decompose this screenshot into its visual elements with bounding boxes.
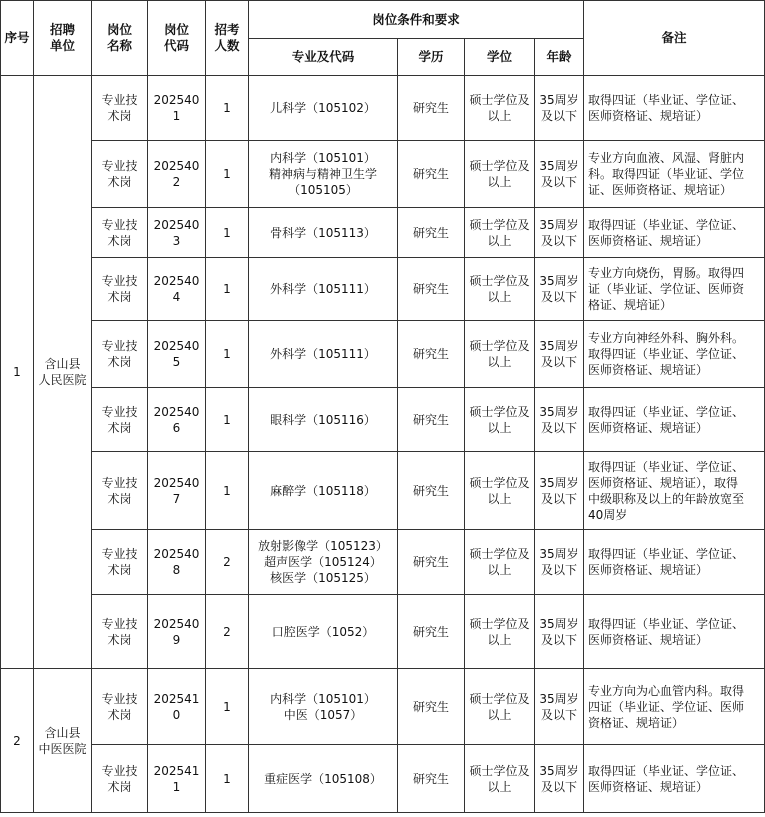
table-row [1, 321, 765, 388]
position-code-cell: 2025408 [148, 530, 206, 595]
position-code-cell: 2025403 [148, 208, 206, 258]
header-position-name: 岗位 名称 [92, 1, 148, 76]
education-cell: 研究生 [398, 141, 465, 208]
position-code-cell: 2025401 [148, 76, 206, 141]
degree-cell: 硕士学位及 以上 [465, 669, 535, 745]
note-cell: 专业方向血液、风湿、肾脏内 科。取得四证（毕业证、学位 证、医师资格证、规培证） [584, 141, 765, 208]
education-cell: 研究生 [398, 388, 465, 452]
note-cell: 专业方向烧伤，胃肠。取得四 证（毕业证、学位证、医师资 格证、规培证） [584, 258, 765, 321]
header-conditions: 岗位条件和要求 [249, 1, 584, 39]
education-cell: 研究生 [398, 745, 465, 813]
position-name-cell: 专业技 术岗 [92, 208, 148, 258]
count-cell: 1 [206, 388, 249, 452]
education-cell: 研究生 [398, 258, 465, 321]
table-header [1, 1, 765, 76]
education-cell: 研究生 [398, 595, 465, 669]
count-cell: 1 [206, 208, 249, 258]
seq-cell: 1 [1, 76, 34, 669]
degree-cell: 硕士学位及 以上 [465, 530, 535, 595]
table-row [1, 452, 765, 530]
header-major: 专业及代码 [249, 39, 398, 76]
count-cell: 2 [206, 595, 249, 669]
position-code-cell: 2025402 [148, 141, 206, 208]
education-cell: 研究生 [398, 669, 465, 745]
count-cell: 1 [206, 141, 249, 208]
degree-cell: 硕士学位及 以上 [465, 76, 535, 141]
degree-cell: 硕士学位及 以上 [465, 141, 535, 208]
table-row [1, 595, 765, 669]
degree-cell: 硕士学位及 以上 [465, 388, 535, 452]
position-code-cell: 2025407 [148, 452, 206, 530]
degree-cell: 硕士学位及 以上 [465, 208, 535, 258]
table-body [1, 76, 765, 813]
age-cell: 35周岁 及以下 [535, 530, 584, 595]
education-cell: 研究生 [398, 530, 465, 595]
note-cell: 取得四证（毕业证、学位证、 医师资格证、规培证） [584, 745, 765, 813]
table-row [1, 388, 765, 452]
age-cell: 35周岁 及以下 [535, 669, 584, 745]
position-name-cell: 专业技 术岗 [92, 745, 148, 813]
education-cell: 研究生 [398, 452, 465, 530]
degree-cell: 硕士学位及 以上 [465, 258, 535, 321]
header-unit: 招聘 单位 [34, 1, 92, 76]
header-position-code: 岗位 代码 [148, 1, 206, 76]
note-cell: 取得四证（毕业证、学位证、 医师资格证、规培证） [584, 595, 765, 669]
degree-cell: 硕士学位及 以上 [465, 452, 535, 530]
count-cell: 1 [206, 321, 249, 388]
note-cell: 取得四证（毕业证、学位证、 医师资格证、规培证） [584, 76, 765, 141]
note-cell: 专业方向神经外科、胸外科。 取得四证（毕业证、学位证、 医师资格证、规培证） [584, 321, 765, 388]
table-row [1, 745, 765, 813]
age-cell: 35周岁 及以下 [535, 595, 584, 669]
major-cell: 内科学（105101） 精神病与精神卫生学 （105105） [249, 141, 398, 208]
count-cell: 1 [206, 745, 249, 813]
degree-cell: 硕士学位及 以上 [465, 745, 535, 813]
header-age: 年龄 [535, 39, 584, 76]
major-cell: 麻醉学（105118） [249, 452, 398, 530]
age-cell: 35周岁 及以下 [535, 745, 584, 813]
note-cell: 取得四证（毕业证、学位证、 医师资格证、规培证） [584, 530, 765, 595]
education-cell: 研究生 [398, 76, 465, 141]
degree-cell: 硕士学位及 以上 [465, 321, 535, 388]
major-cell: 重症医学（105108） [249, 745, 398, 813]
table-row [1, 669, 765, 745]
header-education: 学历 [398, 39, 465, 76]
header-count: 招考 人数 [206, 1, 249, 76]
count-cell: 2 [206, 530, 249, 595]
position-name-cell: 专业技 术岗 [92, 258, 148, 321]
major-cell: 口腔医学（1052） [249, 595, 398, 669]
count-cell: 1 [206, 258, 249, 321]
age-cell: 35周岁 及以下 [535, 388, 584, 452]
position-name-cell: 专业技 术岗 [92, 452, 148, 530]
age-cell: 35周岁 及以下 [535, 141, 584, 208]
age-cell: 35周岁 及以下 [535, 76, 584, 141]
position-code-cell: 2025404 [148, 258, 206, 321]
note-cell: 取得四证（毕业证、学位证、 医师资格证、规培证） [584, 388, 765, 452]
seq-cell: 2 [1, 669, 34, 813]
note-cell: 专业方向为心血管内科。取得 四证（毕业证、学位证、医师 资格证、规培证） [584, 669, 765, 745]
age-cell: 35周岁 及以下 [535, 452, 584, 530]
position-code-cell: 2025406 [148, 388, 206, 452]
note-cell: 取得四证（毕业证、学位证、 医师资格证、规培证），取得 中级职称及以上的年龄放宽至 40周岁 [584, 452, 765, 530]
major-cell: 内科学（105101） 中医（1057） [249, 669, 398, 745]
position-name-cell: 专业技 术岗 [92, 141, 148, 208]
position-name-cell: 专业技 术岗 [92, 530, 148, 595]
unit-cell: 含山县 中医医院 [34, 669, 92, 813]
age-cell: 35周岁 及以下 [535, 258, 584, 321]
major-cell: 外科学（105111） [249, 321, 398, 388]
table-row [1, 530, 765, 595]
header-note: 备注 [584, 1, 765, 76]
table-row [1, 258, 765, 321]
count-cell: 1 [206, 76, 249, 141]
degree-cell: 硕士学位及 以上 [465, 595, 535, 669]
note-cell: 取得四证（毕业证、学位证、 医师资格证、规培证） [584, 208, 765, 258]
education-cell: 研究生 [398, 208, 465, 258]
education-cell: 研究生 [398, 321, 465, 388]
table-row [1, 76, 765, 141]
position-code-cell: 2025410 [148, 669, 206, 745]
header-degree: 学位 [465, 39, 535, 76]
age-cell: 35周岁 及以下 [535, 321, 584, 388]
major-cell: 外科学（105111） [249, 258, 398, 321]
major-cell: 眼科学（105116） [249, 388, 398, 452]
table-row [1, 208, 765, 258]
position-name-cell: 专业技 术岗 [92, 595, 148, 669]
major-cell: 骨科学（105113） [249, 208, 398, 258]
position-code-cell: 2025405 [148, 321, 206, 388]
position-code-cell: 2025411 [148, 745, 206, 813]
age-cell: 35周岁 及以下 [535, 208, 584, 258]
position-name-cell: 专业技 术岗 [92, 321, 148, 388]
count-cell: 1 [206, 452, 249, 530]
position-name-cell: 专业技 术岗 [92, 388, 148, 452]
count-cell: 1 [206, 669, 249, 745]
table-row [1, 141, 765, 208]
position-code-cell: 2025409 [148, 595, 206, 669]
major-cell: 儿科学（105102） [249, 76, 398, 141]
major-cell: 放射影像学（105123） 超声医学（105124） 核医学（105125） [249, 530, 398, 595]
unit-cell: 含山县 人民医院 [34, 76, 92, 669]
position-name-cell: 专业技 术岗 [92, 76, 148, 141]
header-seq: 序号 [1, 1, 34, 76]
position-name-cell: 专业技 术岗 [92, 669, 148, 745]
